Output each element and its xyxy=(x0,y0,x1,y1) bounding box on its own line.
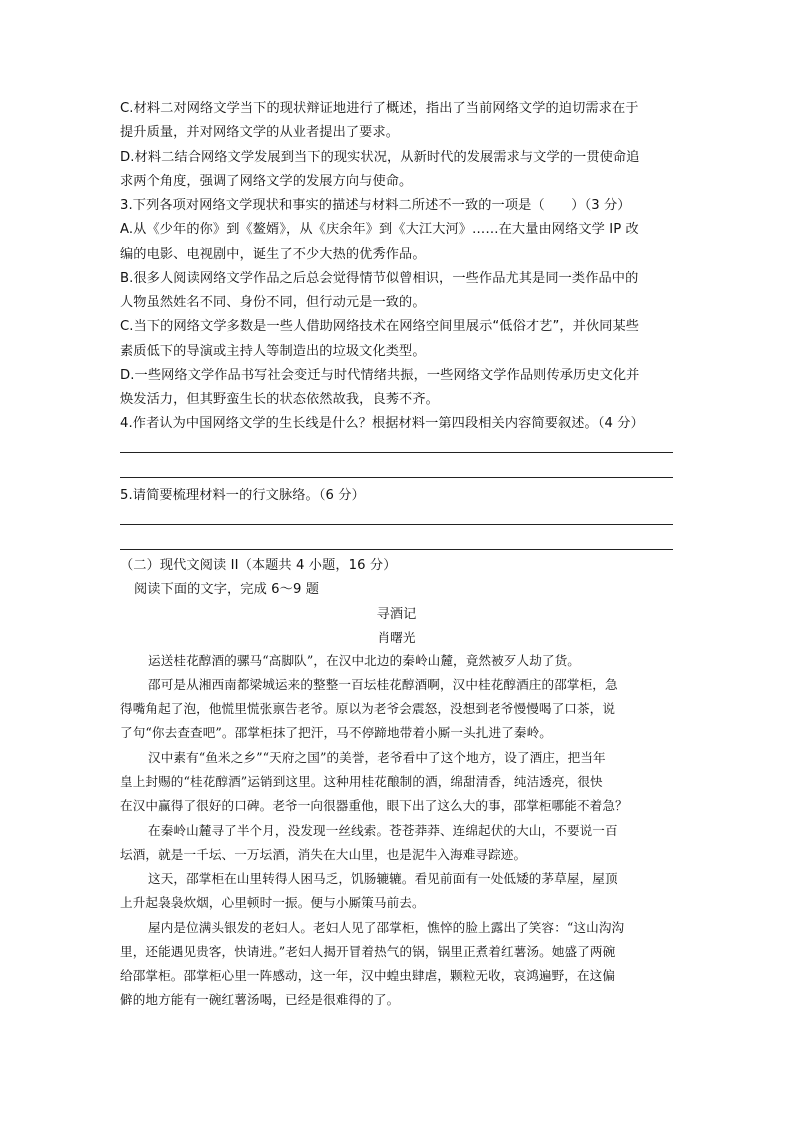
story-paragraph-6-line-2: 里，还能遇见贵客，快请进。”老妇人揭开冒着热气的锅，锅里正煮着红薯汤。她盛了两碗 xyxy=(120,944,616,959)
story-paragraph-3-line-1: 汉中素有“鱼米之乡”“天府之国”的美誉，老爷看中了这个地方，设了酒庄，把当年 xyxy=(148,750,606,765)
q4-answer-line-1 xyxy=(120,452,673,453)
q3-option-b-line2: 人物虽然姓名不同、身份不同，但行动元是一致的。 xyxy=(120,295,426,310)
q5-answer-line-2 xyxy=(120,549,673,550)
story-paragraph-5-line-2: 上升起袅袅炊烟，心里顿时一振。便与小厮策马前去。 xyxy=(120,895,425,910)
story-paragraph-4-line-2: 坛酒，就是一千坛、一万坛酒，消失在大山里，也是泥牛入海难寻踪迹。 xyxy=(120,847,527,862)
story-paragraph-3-line-3: 在汉中赢得了很好的口碑。老爷一向很器重他，眼下出了这么大的事，邵掌柜哪能不着急？ xyxy=(120,798,628,813)
story-paragraph-6-line-3: 给邵掌柜。邵掌柜心里一阵感动，这一年，汉中蝗虫肆虐，颗粒无收，哀鸿遍野，在这偏 xyxy=(120,968,616,983)
story-paragraph-6-line-1: 屋内是位满头银发的老妇人。老妇人见了邵掌柜，憔悴的脸上露出了笑容：“这山沟沟 xyxy=(148,920,625,935)
story-title: 寻酒记 xyxy=(376,607,417,622)
story-paragraph-2-line-2: 得嘴角起了泡，他慌里慌张禀告老爷。原以为老爷会震怒，没想到老爷慢慢喝了口茶，说 xyxy=(120,701,616,716)
q3-option-c-line1: C.当下的网络文学多数是一些人借助网络技术在网络空间里展示“低俗才艺”，并伙同某些 xyxy=(120,319,640,334)
story-paragraph-6-line-4: 僻的地方能有一碗红薯汤喝，已经是很难得的了。 xyxy=(120,992,400,1007)
story-paragraph-3-line-2: 皇上封赐的“桂花醇酒”运销到这里。这种用桂花酿制的酒，绵甜清香，纯洁透亮，很快 xyxy=(120,774,603,789)
q3-option-b-line1: B.很多人阅读网络文学作品之后总会觉得情节似曾相识，一些作品尤其是同一类作品中的 xyxy=(120,271,639,286)
story-author: 肖曙光 xyxy=(377,630,416,645)
story-paragraph-2-line-3: 了句“你去查查吧”。邵掌柜抹了把汗，马不停蹄地带着小厮一头扎进了秦岭。 xyxy=(120,725,552,740)
story-paragraph-5-line-1: 这天，邵掌柜在山里转得人困马乏，饥肠辘辘。看见前面有一处低矮的茅草屋，屋顶 xyxy=(148,871,618,886)
q2-option-c-line2: 提升质量，并对网络文学的从业者提出了要求。 xyxy=(120,125,400,140)
q2-option-d-line1: D.材料二结合网络文学发展到当下的现实状况，从新时代的发展需求与文学的一贯使命追 xyxy=(120,150,640,165)
q4-question: 4.作者认为中国网络文学的生长线是什么？根据材料一第四段相关内容简要叙述。（4 分） xyxy=(120,416,644,431)
story-paragraph-2-line-1: 邵可是从湘西南都梁城运来的整整一百坛桂花醇酒啊，汉中桂花醇酒庄的邵掌柜，急 xyxy=(148,677,618,692)
q2-option-d-line2: 求两个角度，强调了网络文学的发展方向与使命。 xyxy=(120,174,413,189)
story-paragraph-4-line-1: 在秦岭山麓寻了半个月，没发现一丝线索。苍苍莽莽、连绵起伏的大山，不要说一百 xyxy=(148,823,618,838)
q3-option-c-line2: 素质低下的导演或主持人等制造出的垃圾文化类型。 xyxy=(120,344,426,359)
q3-option-a-line1: A.从《少年的你》到《鳌婿》，从《庆余年》到《大江大河》……在大量由网络文学 IP 改 xyxy=(120,222,639,237)
q4-answer-line-2 xyxy=(120,477,673,478)
q3-option-a-line2: 编的电影、电视剧中，诞生了不少大热的优秀作品。 xyxy=(120,247,426,262)
q3-stem: 3.下列各项对网络文学现状和事实的描述与材料二所述不一致的一项是（ ）（3 分） xyxy=(120,198,631,213)
instruction: 阅读下面的文字，完成 6～9 题 xyxy=(134,582,320,597)
q5-answer-line-1 xyxy=(120,524,673,525)
q3-option-d-line2: 焕发活力，但其野蛮生长的状态依然故我，良莠不齐。 xyxy=(120,392,439,407)
q2-option-c-line1: C.材料二对网络文学当下的现状辩证地进行了概述，指出了当前网络文学的迫切需求在于 xyxy=(120,101,639,116)
story-paragraph-1-line-1: 运送桂花醇酒的骡马“高脚队”，在汉中北边的秦岭山麓，竟然被歹人劫了货。 xyxy=(148,653,580,668)
q5-question: 5.请简要梳理材料一的行文脉络。（6 分） xyxy=(120,488,365,503)
section-title: （二）现代文阅读 II（本题共 4 小题，16 分） xyxy=(120,558,397,573)
q3-option-d-line1: D.一些网络文学作品书写社会变迁与时代情绪共振，一些网络文学作品则传承历史文化并 xyxy=(120,368,640,383)
